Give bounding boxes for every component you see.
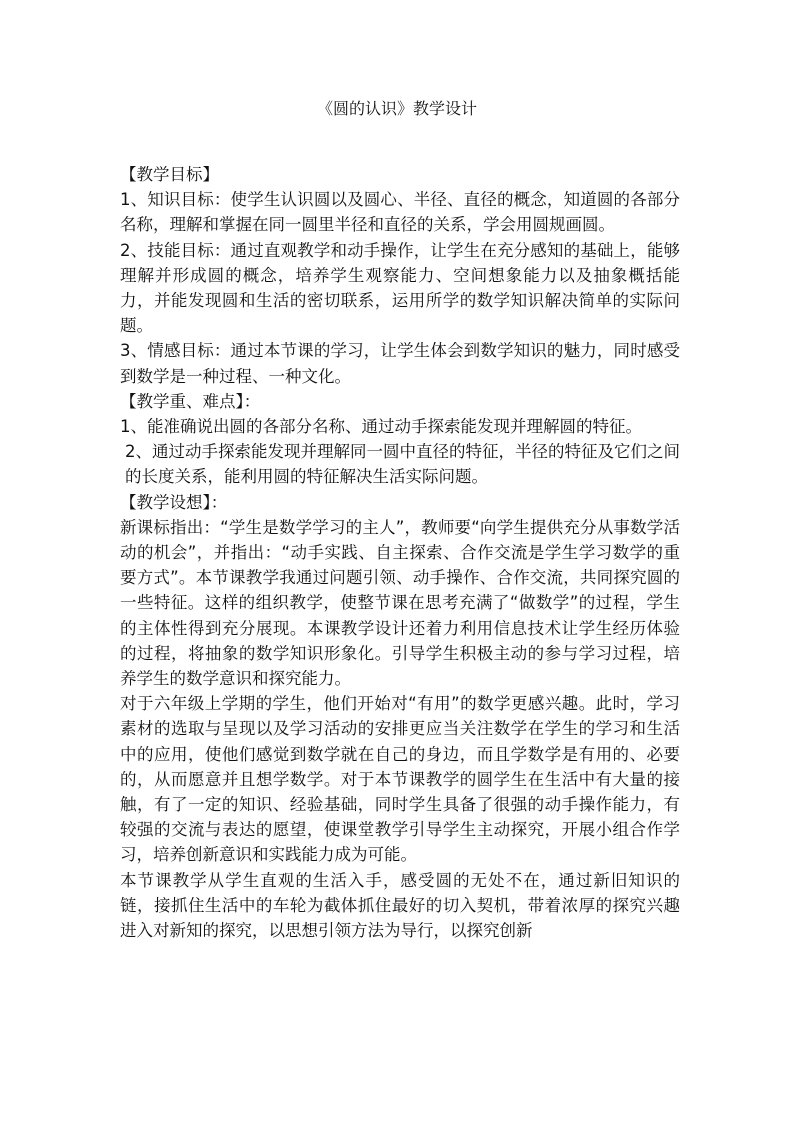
paragraph-design-idea-3: 本节课教学从学生直观的生活入手，感受圆的无处不在，通过新旧知识的链，接抓住生活中的车轮为截体抓住最好的切入契机，带着浓厚的探究兴趣进入对新知的探究，以思想引领方法为导行，以探究创新 (120, 870, 680, 941)
section-heading-objectives: 【教学目标】 (120, 165, 219, 184)
paragraph-emotion-objective: 3、情感目标：通过本节课的学习，让学生体会到数学知识的魅力，同时感受到数学是一种过程、一种文化。 (120, 341, 680, 386)
paragraph-key-point-1: 1、能准确说出圆的各部分名称、通过动手探索能发现并理解圆的特征。 (120, 417, 642, 437)
document-body (120, 162, 680, 943)
paragraph-design-idea-1: 新课标指出：“学生是数学学习的主人”，教师要“向学生提供充分从事数学活动的机会”，并指出：“动手实践、自主探索、合作交流是学生学习数学的重要方式”。本节课教学我通过问题引领、动手操作、合作交流，共同探究圆的一些特征。这样的组织教学，使整节课在思考充满了“做数学”的过程，学生的主体性得到充分展现。本课教学设计还着力利用信息技术让学生经历体验的过程，将抽象的数学知识形象化。引导学生积极主动的参与学习过程，培养学生的数学意识和探究能力。 (120, 517, 680, 689)
paragraph-skill-objective: 2、技能目标：通过直观教学和动手操作，让学生在充分感知的基础上，能够理解并形成圆的概念，培养学生观察能力、空间想象能力以及抽象概括能力，并能发现圆和生活的密切联系，运用所学的数学知识解决简单的实际问题。 (120, 240, 680, 336)
paragraph-design-idea-2: 对于六年级上学期的学生，他们开始对“有用”的数学更感兴趣。此时，学习素材的选取与呈现以及学习活动的安排更应当关注数学在学生的学习和生活中的应用，使他们感觉到数学就在自己的身边，而且学数学是有用的、必要的，从而愿意并且想学数学。对于本节课教学的圆学生在生活中有大量的接触，有了一定的知识、经验基础，同时学生具备了很强的动手操作能力，有较强的交流与表达的愿望，使课堂教学引导学生主动探究，开展小组合作学习，培养创新意识和实践能力成为可能。 (120, 694, 680, 865)
section-heading-key-points: 【教学重、难点】： (120, 391, 261, 411)
page-title: 《圆的认识》教学设计 (316, 99, 477, 118)
paragraph-key-point-2: 2、通过动手探索能发现并理解同一圆中直径的特征，半径的特征及它们之间的长度关系，能利用圆的特征解决生活实际问题。 (125, 442, 680, 487)
paragraph-knowledge-objective: 1、知识目标：使学生认识圆以及圆心、半径、直径的概念，知道圆的各部分名称，理解和掌握在同一圆里半径和直径的关系，学会用圆规画圆。 (120, 190, 680, 235)
section-heading-design-idea: 【教学设想】： (120, 492, 228, 512)
